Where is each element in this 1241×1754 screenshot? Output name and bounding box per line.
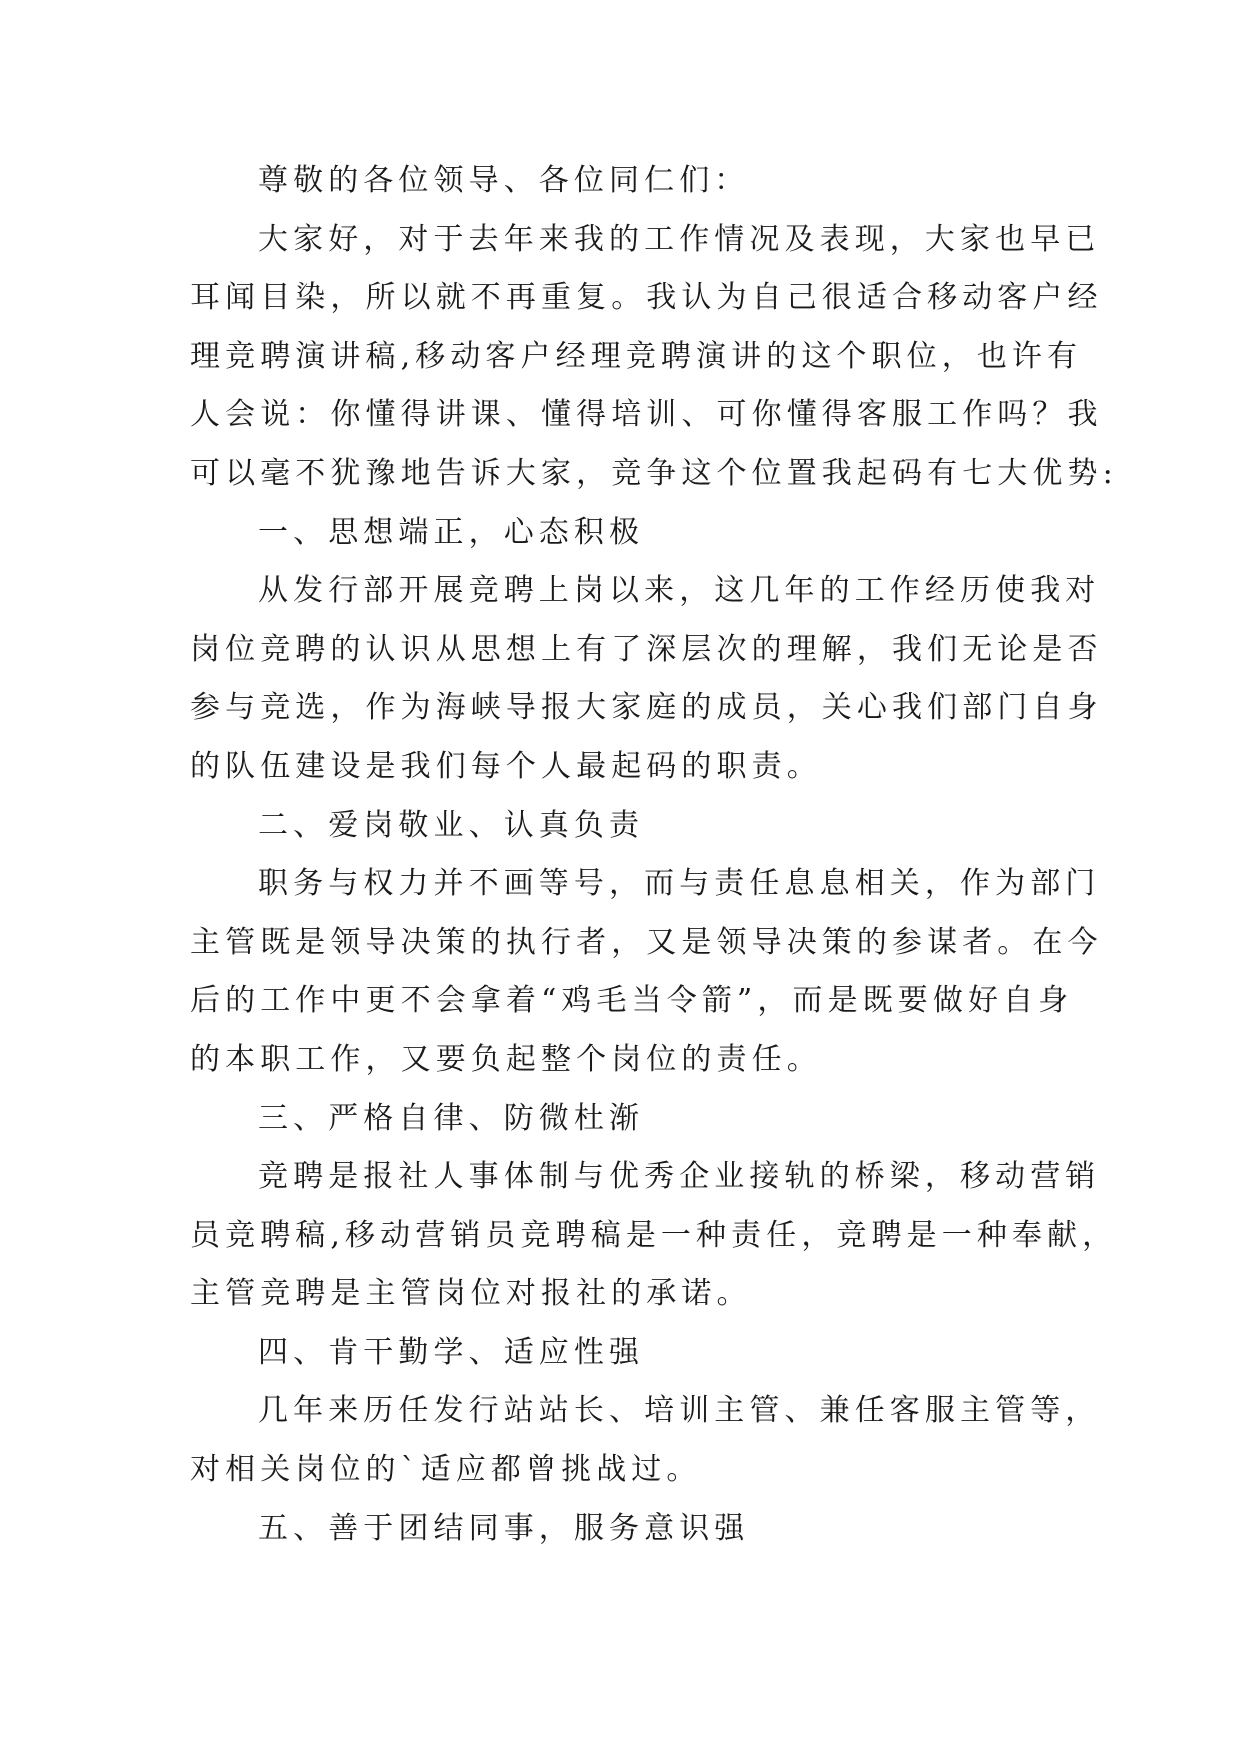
- paragraph-line: 竞聘是报社人事体制与优秀企业接轨的桥梁，移动营销: [258, 1159, 1101, 1195]
- section-heading-1: 一、思想端正，心态积极: [258, 514, 645, 550]
- section-heading-4: 四、肯干勤学、适应性强: [258, 1334, 645, 1370]
- paragraph-line: 参与竞选，作为海峡导报大家庭的成员，关心我们部门自身: [190, 690, 1103, 726]
- paragraph-line: 的本职工作，又要负起整个岗位的责任。: [190, 1041, 822, 1077]
- section-heading-5: 五、善于团结同事，服务意识强: [258, 1510, 750, 1546]
- document-body: [190, 152, 1118, 1558]
- paragraph-line: 理竞聘演讲稿,移动客户经理竞聘演讲的这个职位，也许有: [190, 338, 1083, 374]
- paragraph-line: 大家好，对于去年来我的工作情况及表现，大家也早已: [258, 221, 1101, 257]
- section-heading-3: 三、严格自律、防微杜渐: [258, 1100, 645, 1136]
- paragraph-line: 职务与权力并不画等号，而与责任息息相关，作为部门: [258, 866, 1101, 902]
- paragraph-line: 耳闻目染，所以就不再重复。我认为自己很适合移动客户经: [190, 280, 1103, 316]
- paragraph-line: 主管竞聘是主管岗位对报社的承诺。: [190, 1276, 752, 1312]
- paragraph-line: 对相关岗位的`适应都曾挑战过。: [190, 1452, 702, 1488]
- paragraph-line: 后的工作中更不会拿着“鸡毛当令箭”，而是既要做好自身: [190, 983, 1074, 1019]
- paragraph-line: 岗位竞聘的认识从思想上有了深层次的理解，我们无论是否: [190, 631, 1103, 667]
- paragraph-line: 主管既是领导决策的执行者，又是领导决策的参谋者。在今: [190, 924, 1103, 960]
- salutation: 尊敬的各位领导、各位同仁们：: [258, 163, 750, 198]
- paragraph-line: 的队伍建设是我们每个人最起码的职责。: [190, 748, 822, 784]
- paragraph-line: 几年来历任发行站站长、培训主管、兼任客服主管等，: [258, 1393, 1101, 1429]
- section-heading-2: 二、爱岗敬业、认真负责: [258, 807, 645, 843]
- paragraph-line: 员竞聘稿,移动营销员竞聘稿是一种责任，竞聘是一种奉献，: [190, 1217, 1118, 1253]
- paragraph-line: 从发行部开展竞聘上岗以来，这几年的工作经历使我对: [258, 573, 1101, 609]
- paragraph-line: 人会说：你懂得讲课、懂得培训、可你懂得客服工作吗？我: [190, 397, 1103, 433]
- paragraph-line: 可以毫不犹豫地告诉大家，竞争这个位置我起码有七大优势:: [190, 455, 1118, 491]
